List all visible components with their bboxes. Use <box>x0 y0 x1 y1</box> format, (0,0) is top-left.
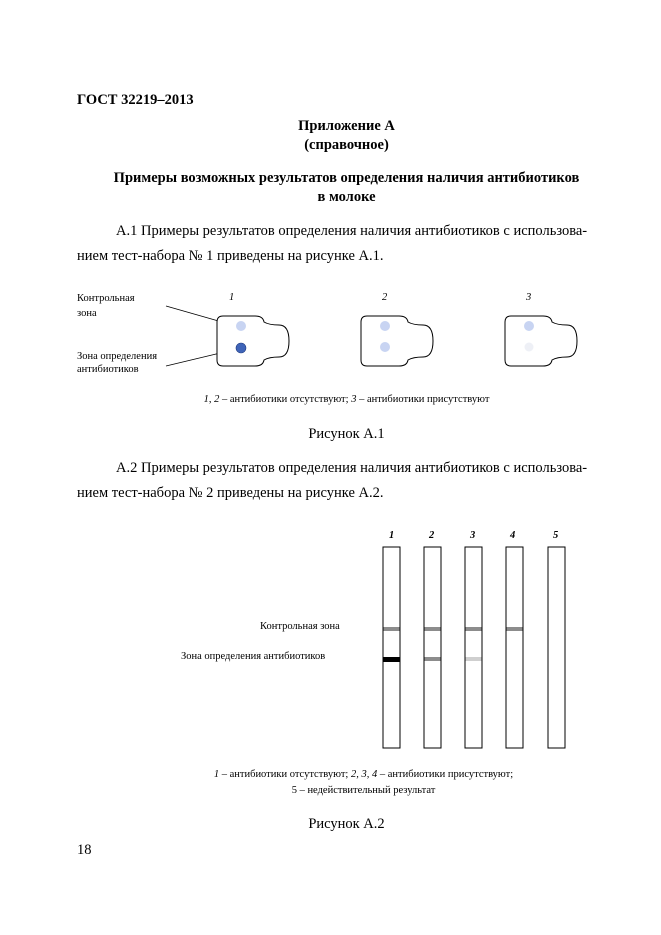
fig1-caption: Рисунок А.1 <box>308 426 385 442</box>
fig1-item-number-2: 2 <box>382 292 388 303</box>
fig1-label-detect-line2: антибиотиков <box>77 364 139 375</box>
fig2-legend-n2: 2, 3, 4 <box>350 769 378 780</box>
fig1-legend-n1: 1 <box>203 394 209 405</box>
fig2-strip-3-test-band <box>466 657 482 661</box>
page-number: 18 <box>77 842 92 858</box>
fig2-label-detect: Зона определения антибиотиков <box>181 651 326 662</box>
para1-line1: А.1 Примеры результатов определения наличия антибиотиков с использова- <box>116 223 588 239</box>
fig2-strip-2-test-band <box>425 657 441 661</box>
fig2-strip-number-1: 1 <box>389 530 395 541</box>
fig2-strip-number-3: 3 <box>470 530 476 541</box>
fig2-strip-1-test-band <box>384 657 400 662</box>
fig2-legend-t1: – антибиотики отсутствуют; <box>219 769 351 780</box>
fig2-strip-3 <box>465 547 482 748</box>
fig2-strip-number-5: 5 <box>553 530 559 541</box>
standard-header: ГОСТ 32219–2013 <box>77 92 194 108</box>
fig2-legend-n1: 1 <box>213 769 220 780</box>
fig2-strip-1-control-band <box>384 627 400 631</box>
fig2-strip-2-control-band <box>425 627 441 631</box>
fig2-caption: Рисунок А.2 <box>308 816 385 832</box>
appendix-title: Приложение А <box>298 118 395 134</box>
fig1-legend-n3: 3 <box>351 394 357 405</box>
fig2-strip-5 <box>548 547 565 748</box>
fig2-strip-number-4: 4 <box>510 530 516 541</box>
fig1-label-control-line1: Контрольная <box>77 293 135 304</box>
para2-line2: нием тест-набора № 2 приведены на рисунке А.2. <box>77 485 384 501</box>
fig2-strip-2 <box>424 547 441 748</box>
para2-line1: А.2 Примеры результатов определения наличия антибиотиков с использова- <box>116 460 588 476</box>
para1-line2: нием тест-набора № 1 приведены на рисунке А.1. <box>77 248 384 264</box>
section-title-line2: в молоке <box>317 189 376 205</box>
fig1-item-number-1: 1 <box>229 292 235 303</box>
fig2-legend-line2: 5 – недействительный результат <box>291 785 436 796</box>
fig2-legend-t2: – антибиотики присутствуют; <box>377 769 514 780</box>
fig2-label-control: Контрольная зона <box>260 621 340 632</box>
fig1-legend-sep1: , <box>208 394 215 405</box>
appendix-type: (справочное) <box>304 137 389 153</box>
fig2-strip-1 <box>383 547 400 748</box>
fig2-strip-4-control-band <box>507 627 523 631</box>
fig2-strip-3-control-band <box>466 627 482 631</box>
fig1-legend-text1: – антибиотики отсутствуют; <box>219 394 352 405</box>
fig1-label-detect-line1: Зона определения <box>77 351 158 362</box>
fig1-item-number-3: 3 <box>526 292 532 303</box>
section-title-line1: Примеры возможных результатов определения наличия антибиотиков <box>113 170 580 186</box>
fig2-strip-number-2: 2 <box>429 530 435 541</box>
fig1-legend-n2: 2 <box>214 394 220 405</box>
fig2-legend-line1 <box>0 769 661 780</box>
fig1-legend-text2: – антибиотики присутствуют <box>356 394 490 405</box>
fig1-label-control-line2: зона <box>77 308 97 319</box>
fig2-strip-4 <box>506 547 523 748</box>
